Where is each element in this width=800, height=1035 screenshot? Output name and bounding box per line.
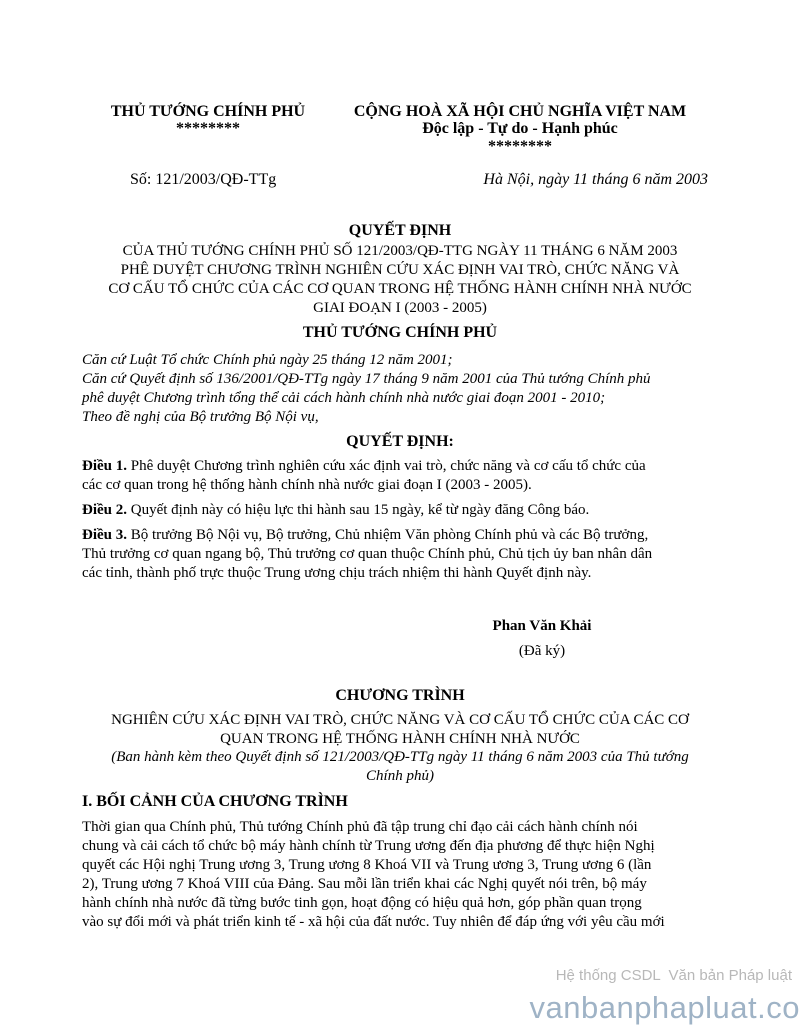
legal-basis-line: Theo đề nghị của Bộ trưởng Bộ Nội vụ, [82,409,319,425]
issuer-title: THỦ TƯỚNG CHÍNH PHỦ [110,103,306,120]
legal-bases [82,351,742,427]
document-number: Số: 121/2003/QĐ-TTg [130,171,277,188]
article-2 [82,501,742,520]
watermark-caption: Hệ thống CSDL Văn bản Pháp luật [555,967,792,984]
legal-basis-line: Căn cứ Quyết định số 136/2001/QĐ-TTg ngày 17 tháng 9 năm 2001 của Thủ tướng Chính phủ [82,371,651,387]
body-line: Thời gian qua Chính phủ, Thủ tướng Chính phủ đã tập trung chỉ đạo cải cách hành chính nói [82,819,638,835]
program-subtitle [60,711,740,749]
decides-heading: QUYẾT ĐỊNH: [346,433,454,450]
article-label: Điều 2. [82,502,127,518]
decision-subtitle-line: CƠ CẤU TỔ CHỨC CỦA CÁC CƠ QUAN TRONG HỆ THỐNG HÀNH CHÍNH NHÀ NƯỚC [108,281,692,297]
program-subtitle-line: QUAN TRONG HỆ THỐNG HÀNH CHÍNH NHÀ NƯỚC [220,731,580,747]
program-subtitle-line: NGHIÊN CỨU XÁC ĐỊNH VAI TRÒ, CHỨC NĂNG VÀ CƠ CẤU TỔ CHỨC CỦA CÁC CƠ [111,712,689,728]
document-date: Hà Nội, ngày 11 tháng 6 năm 2003 [483,171,708,188]
issued-note-line: Chính phủ) [366,768,434,784]
signer-name: Phan Văn Khải [492,618,592,634]
program-title: CHƯƠNG TRÌNH [335,687,465,704]
national-title: CỘNG HOÀ XÃ HỘI CHỦ NGHĨA VIỆT NAM [353,103,687,120]
article-text: các tỉnh, thành phố trực thuộc Trung ương chịu trách nhiệm thi hành Quyết định này. [82,565,592,581]
issued-note-line: (Ban hành kèm theo Quyết định số 121/2003/QĐ-TTg ngày 11 tháng 6 năm 2003 của Thủ tướng [111,749,689,765]
body-line: 2), Trung ương 7 Khoá VIII của Đảng. Sau mỗi lần triển khai các Nghị quyết nói trên, bộ máy [82,876,647,892]
national-motto: Độc lập - Tự do - Hạnh phúc [422,120,618,137]
article-text: các cơ quan trong hệ thống hành chính nhà nước giai đoạn I (2003 - 2005). [82,477,532,493]
body-line: quyết các Hội nghị Trung ương 3, Trung ương 8 Khoá VII và Trung ương 3, Trung ương 6 (lần [82,857,652,873]
article-text: Thủ trưởng cơ quan ngang bộ, Thủ trưởng cơ quan thuộc Chính phủ, Chủ tịch ủy ban nhân dân [82,546,653,562]
body-line: hành chính nhà nước đã từng bước tinh gọn, hoạt động có hiệu quả hơn, góp phần quan trọng [82,895,642,911]
article-text: Bộ trưởng Bộ Nội vụ, Bộ trưởng, Chủ nhiệm Văn phòng Chính phủ và các Bộ trưởng, [127,527,649,543]
legal-basis-line: Căn cứ Luật Tổ chức Chính phủ ngày 25 tháng 12 năm 2001; [82,352,453,368]
article-text: Phê duyệt Chương trình nghiên cứu xác định vai trò, chức năng và cơ cấu tổ chức của [127,458,646,474]
article-label: Điều 3. [82,527,127,543]
article-1 [82,457,742,495]
section-body [82,818,744,932]
watermark-site: vanbanphapluat.co [529,990,800,1025]
body-line: chung và cải cách tổ chức bộ máy hành chính từ Trung ương đến địa phương để thực hiện Nghị [82,838,655,854]
issuer-stars: ******** [176,120,240,137]
program-issued-note [60,748,740,786]
section-heading: I. BỐI CẢNH CỦA CHƯƠNG TRÌNH [82,793,348,810]
national-stars: ******** [488,138,552,155]
authority-heading: THỦ TƯỚNG CHÍNH PHỦ [302,324,498,341]
signed-note: (Đã ký) [518,643,566,659]
decision-subtitle-line: CỦA THỦ TƯỚNG CHÍNH PHỦ SỐ 121/2003/QĐ-TTG NGÀY 11 THÁNG 6 NĂM 2003 [122,243,678,259]
article-text: Quyết định này có hiệu lực thi hành sau 15 ngày, kể từ ngày đăng Công báo. [127,502,590,518]
decision-title: QUYẾT ĐỊNH [348,222,452,239]
body-line: vào sự đổi mới và phát triển kinh tế - xã hội của đất nước. Tuy nhiên để đáp ứng với yêu cầu mới [82,914,665,930]
legal-basis-line: phê duyệt Chương trình tổng thể cải cách hành chính nhà nước giai đoạn 2001 - 2010; [82,390,606,406]
decision-subtitle-line: GIAI ĐOẠN I (2003 - 2005) [313,300,487,316]
article-label: Điều 1. [82,458,127,474]
decision-subtitle [60,242,740,318]
article-3 [82,526,742,583]
decision-subtitle-line: PHÊ DUYỆT CHƯƠNG TRÌNH NGHIÊN CỨU XÁC ĐỊNH VAI TRÒ, CHỨC NĂNG VÀ [120,262,680,278]
